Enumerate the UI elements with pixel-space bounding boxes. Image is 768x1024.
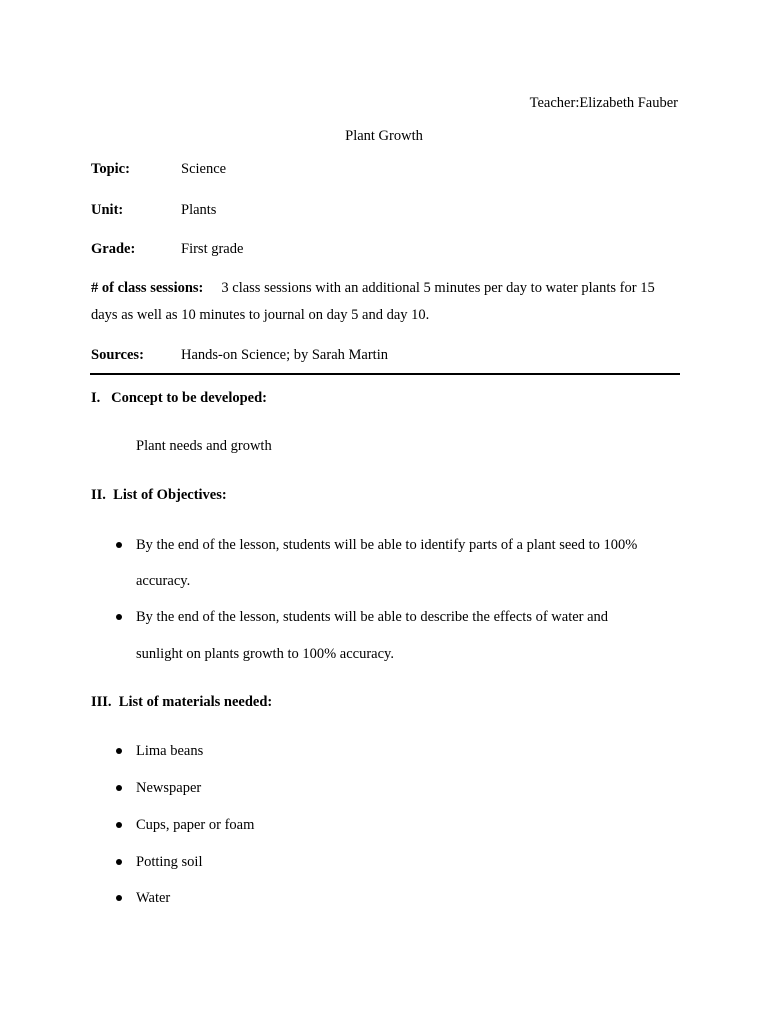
bullet-icon [116, 859, 122, 865]
bullet-icon [116, 785, 122, 791]
bullet-icon [116, 822, 122, 828]
concept-text: Plant needs and growth [136, 438, 272, 454]
bullet-icon [116, 748, 122, 754]
material-item: Newspaper [136, 780, 202, 796]
bullet-icon [116, 614, 122, 620]
teacher-name: Teacher:Elizabeth Fauber [529, 95, 678, 111]
horizontal-divider [90, 373, 680, 375]
class-sessions-value-continued: days as well as 10 minutes to journal on day 5 and day 10. [91, 307, 430, 323]
unit-label: Unit: [91, 202, 124, 218]
concept-heading: I. Concept to be developed: [91, 390, 268, 406]
topic-label: Topic: [91, 161, 130, 177]
material-item: Cups, paper or foam [136, 817, 255, 833]
document-title: Plant Growth [345, 128, 423, 144]
bullet-icon [116, 542, 122, 548]
topic-value: Science [181, 161, 227, 177]
class-sessions-label: # of class sessions: [91, 280, 204, 296]
unit-value: Plants [181, 202, 217, 218]
material-item: Potting soil [136, 854, 203, 870]
objective-text: By the end of the lesson, students will be able to describe the effects of water and [136, 609, 609, 625]
grade-label: Grade: [91, 241, 136, 257]
materials-heading: III. List of materials needed: [91, 694, 273, 710]
sources-value: Hands-on Science; by Sarah Martin [181, 347, 388, 363]
class-sessions-value: 3 class sessions with an additional 5 minutes per day to water plants for 15 [221, 280, 655, 296]
material-item: Water [136, 890, 171, 906]
objectives-heading: II. List of Objectives: [91, 487, 227, 503]
objective-text-continued: sunlight on plants growth to 100% accuracy. [136, 646, 394, 662]
grade-value: First grade [181, 241, 244, 257]
class-sessions-line [91, 279, 655, 297]
objective-text-continued: accuracy. [136, 573, 191, 589]
sources-label: Sources: [91, 347, 144, 363]
objective-text: By the end of the lesson, students will be able to identify parts of a plant seed to 100% [136, 537, 638, 553]
material-item: Lima beans [136, 743, 204, 759]
bullet-icon [116, 895, 122, 901]
